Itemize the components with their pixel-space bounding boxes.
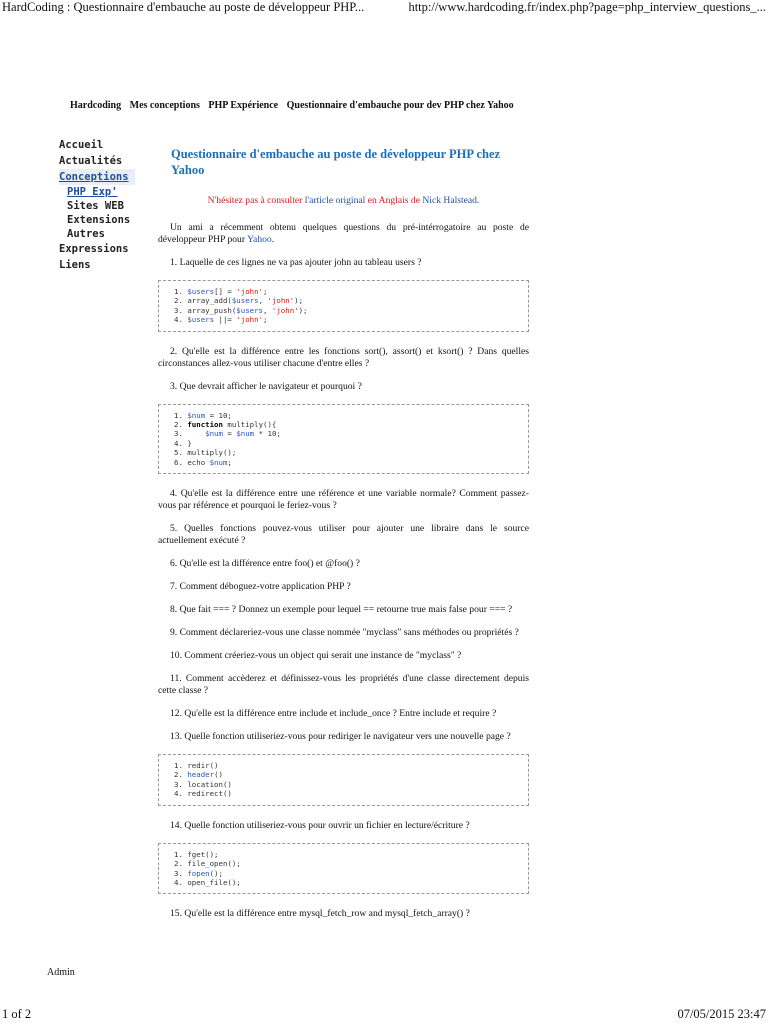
code-block-2: 1. $num = 10; 2. function multiply(){ 3. $num = $num * 10; 4. } 5. multiply(); 6. echo $num; <box>158 404 529 474</box>
question-8: 8. Que fait === ? Donnez un exemple pour lequel == retourne true mais false pour === ? <box>170 604 513 616</box>
print-footer <box>0 1006 768 1024</box>
article-title: Questionnaire d'embauche au poste de développeur PHP chez Yahoo <box>171 147 501 177</box>
question-7: 7. Comment déboguez-votre application PHP ? <box>170 581 351 593</box>
breadcrumb-item[interactable]: PHP Expérience <box>208 100 279 111</box>
nav-item-expressions[interactable]: Expressions <box>59 243 129 255</box>
breadcrumb-item[interactable]: Hardcoding <box>70 100 122 111</box>
nav-item-conceptions[interactable]: Conceptions <box>59 169 135 185</box>
question-14: 14. Quelle fonction utiliseriez-vous pour ouvrir un fichier en lecture/écriture ? <box>170 819 470 831</box>
note-text: N'hésitez pas à consulter <box>207 195 305 206</box>
original-article-link[interactable]: l'article original <box>304 195 366 206</box>
article <box>158 146 529 931</box>
nav-item-actualites[interactable]: Actualités <box>59 155 123 167</box>
code-block-1: 1. $users[] = 'john'; 2. array_add($users, 'john'); 3. array_push($users, 'john'); 4. $users ||= 'john'; <box>158 280 529 332</box>
print-header <box>0 0 768 18</box>
question-4: 4. Qu'elle est la différence entre une référence et une variable normale? Comment passez-vous par référence et pourquoi le feriez-vous ? <box>158 488 529 512</box>
question-11: 11. Comment accèderez et définissez-vous les propriétés d'une classe directement depuis cette classe ? <box>158 673 529 697</box>
question-12: 12. Qu'elle est la différence entre include et include_once ? Entre include et require ? <box>170 708 497 720</box>
nav-subitem-sites-web[interactable]: Sites WEB <box>67 200 124 212</box>
page-number: 1 of 2 <box>2 1007 32 1021</box>
print-datetime: 07/05/2015 23:47 <box>677 1007 766 1021</box>
breadcrumb <box>70 100 520 111</box>
author-label: Admin <box>47 967 75 978</box>
code-block-4: 1. fget(); 2. file_open(); 3. fopen(); 4. open_file(); <box>158 843 529 895</box>
nav-subitem-extensions[interactable]: Extensions <box>67 214 131 226</box>
nav-subitem-php-exp[interactable]: PHP Exp' <box>67 186 118 198</box>
question-10: 10. Comment créeriez-vous un object qui serait une instance de "myclass" ? <box>170 650 462 662</box>
nav-item-liens[interactable]: Liens <box>59 259 91 271</box>
breadcrumb-item[interactable]: Questionnaire d'embauche pour dev PHP chez Yahoo <box>286 100 514 111</box>
question-13: 13. Quelle fonction utiliseriez-vous pour rediriger le navigateur vers une nouvelle page ? <box>170 731 511 743</box>
breadcrumb-item[interactable]: Mes conceptions <box>129 100 200 111</box>
print-header-url: http://www.hardcoding.fr/index.php?page=php_interview_questions_... <box>408 0 766 14</box>
print-header-title: HardCoding : Questionnaire d'embauche au poste de développeur PHP... <box>2 0 365 14</box>
question-1: 1. Laquelle de ces lignes ne va pas ajouter john au tableau users ? <box>170 257 422 268</box>
question-6: 6. Qu'elle est la différence entre foo() et @foo() ? <box>170 558 360 570</box>
note-text: en Anglais de <box>365 195 423 206</box>
intro-text: Un ami a récemment obtenu quelques questions du pré-intérrogatoire au poste de développeur PHP pour <box>158 222 529 245</box>
question-15: 15. Qu'elle est la différence entre mysql_fetch_row and mysql_fetch_array() ? <box>170 908 470 920</box>
intro-text: . <box>271 234 275 245</box>
code-block-3: 1. redir() 2. header() 3. location() 4. redirect() <box>158 754 529 806</box>
source-note <box>158 195 529 207</box>
author-link[interactable]: Nick Halstead. <box>422 195 480 206</box>
question-5: 5. Quelles fonctions pouvez-vous utiliser pour ajouter une libraire dans le source actuellement exécuté ? <box>158 523 529 547</box>
nav-subitem-autres[interactable]: Autres <box>67 228 105 240</box>
nav-item-accueil[interactable]: Accueil <box>59 139 104 151</box>
yahoo-link[interactable]: Yahoo <box>247 234 272 245</box>
sidebar-nav <box>59 137 135 273</box>
intro-paragraph <box>158 222 529 246</box>
question-2: 2. Qu'elle est la différence entre les fonctions sort(), assort() et ksort() ? Dans quelles circonstances allez-vous utiliser chacune d'entre elles ? <box>158 345 529 369</box>
question-3: 3. Que devrait afficher le navigateur et pourquoi ? <box>170 380 362 392</box>
question-9: 9. Comment déclareriez-vous une classe nommée "myclass" sans méthodes ou propriétés ? <box>170 627 519 639</box>
